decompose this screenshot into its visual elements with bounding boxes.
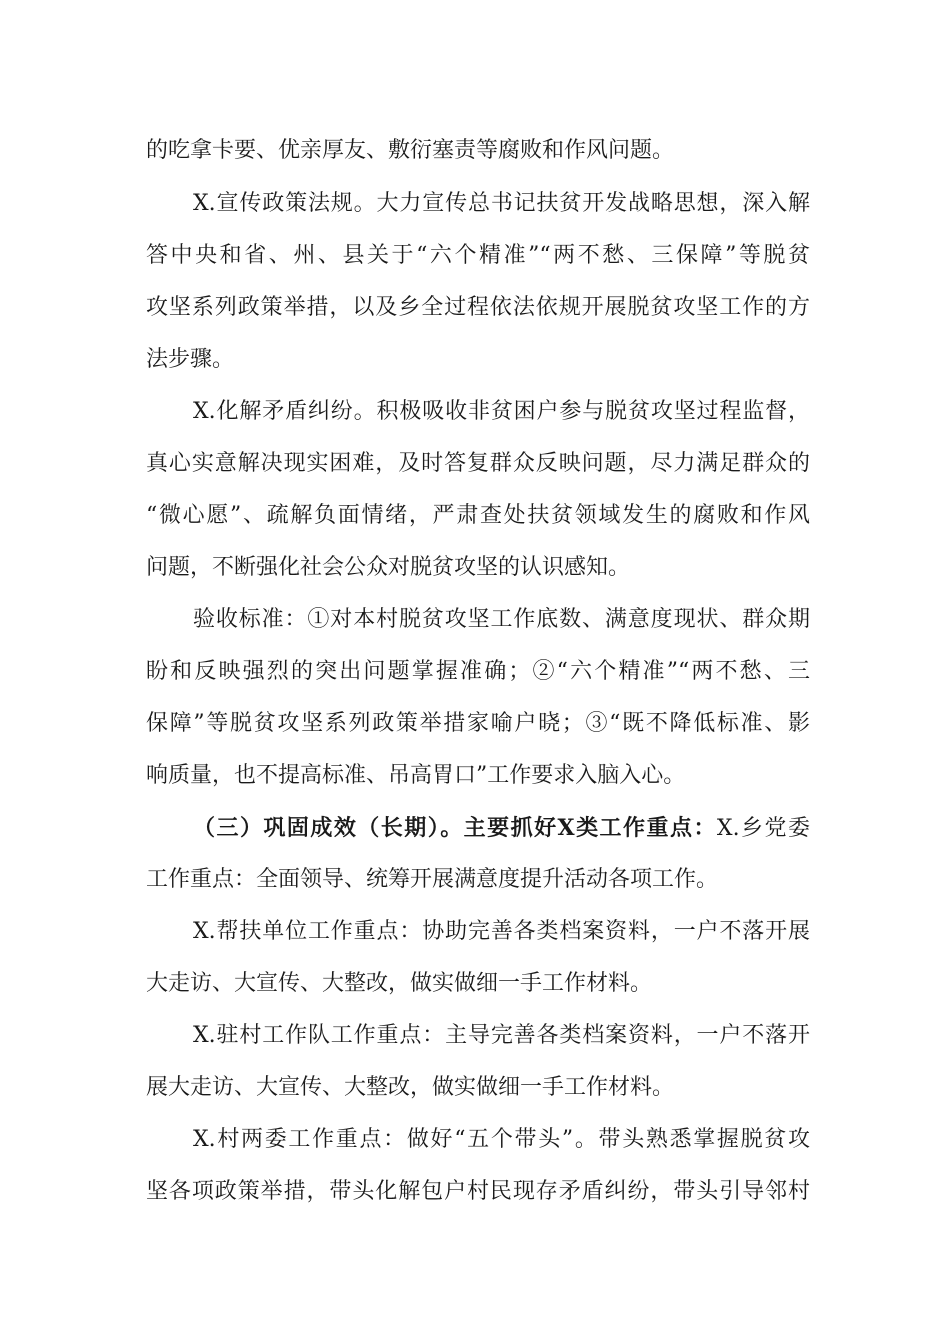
- paragraph-line: “微心愿”、疏解负面情绪，严肃查处扶贫领域发生的腐败和作风: [146, 503, 810, 528]
- paragraph-line: 坚各项政策举措，带头化解包户村民现存矛盾纠纷，带头引导邻村: [146, 1179, 810, 1204]
- section-heading-line: [193, 808, 810, 848]
- section-heading: （三）巩固成效（长期）。主要抓好X类工作重点：: [193, 815, 717, 841]
- paragraph-line: 问题，不断强化社会公众对脱贫攻坚的认识感知。: [146, 555, 631, 580]
- paragraph-line: 工作重点：全面领导、统筹开展满意度提升活动各项工作。: [146, 867, 719, 892]
- paragraph-line: 展大走访、大宣传、大整改，做实做细一手工作材料。: [146, 1075, 675, 1100]
- paragraph-line: 保障”等脱贫攻坚系列政策举措家喻户晓；③“既不降低标准、影: [146, 711, 810, 736]
- paragraph-line: X.宣传政策法规。大力宣传总书记扶贫开发战略思想，深入解: [193, 191, 810, 216]
- paragraph-line: X.驻村工作队工作重点：主导完善各类档案资料，一户不落开: [193, 1023, 810, 1048]
- paragraph-line: 大走访、大宣传、大整改，做实做细一手工作材料。: [146, 971, 653, 996]
- paragraph-line: 盼和反映强烈的突出问题掌握准确；②“六个精准”“两不愁、三: [146, 659, 810, 684]
- paragraph-line: 攻坚系列政策举措，以及乡全过程依法依规开展脱贫攻坚工作的方: [146, 295, 810, 320]
- paragraph-line: 的吃拿卡要、优亲厚友、敷衍塞责等腐败和作风问题。: [146, 138, 675, 163]
- paragraph-line: X.村两委工作重点：做好“五个带头”。带头熟悉掌握脱贫攻: [193, 1127, 810, 1152]
- section-heading-rest: X.乡党委: [716, 816, 810, 841]
- paragraph-line: 法步骤。: [146, 347, 235, 372]
- paragraph-line: 真心实意解决现实困难，及时答复群众反映问题，尽力满足群众的: [146, 451, 810, 476]
- paragraph-line: X.帮扶单位工作重点：协助完善各类档案资料，一户不落开展: [193, 919, 810, 944]
- paragraph-line: 验收标准：①对本村脱贫攻坚工作底数、满意度现状、群众期: [193, 607, 810, 632]
- paragraph-line: 响质量，也不提高标准、吊高胃口”工作要求入脑入心。: [146, 763, 686, 788]
- paragraph-line: 答中央和省、州、县关于“六个精准”“两不愁、三保障”等脱贫: [146, 243, 810, 268]
- paragraph-line: X.化解矛盾纠纷。积极吸收非贫困户参与脱贫攻坚过程监督，: [193, 399, 810, 424]
